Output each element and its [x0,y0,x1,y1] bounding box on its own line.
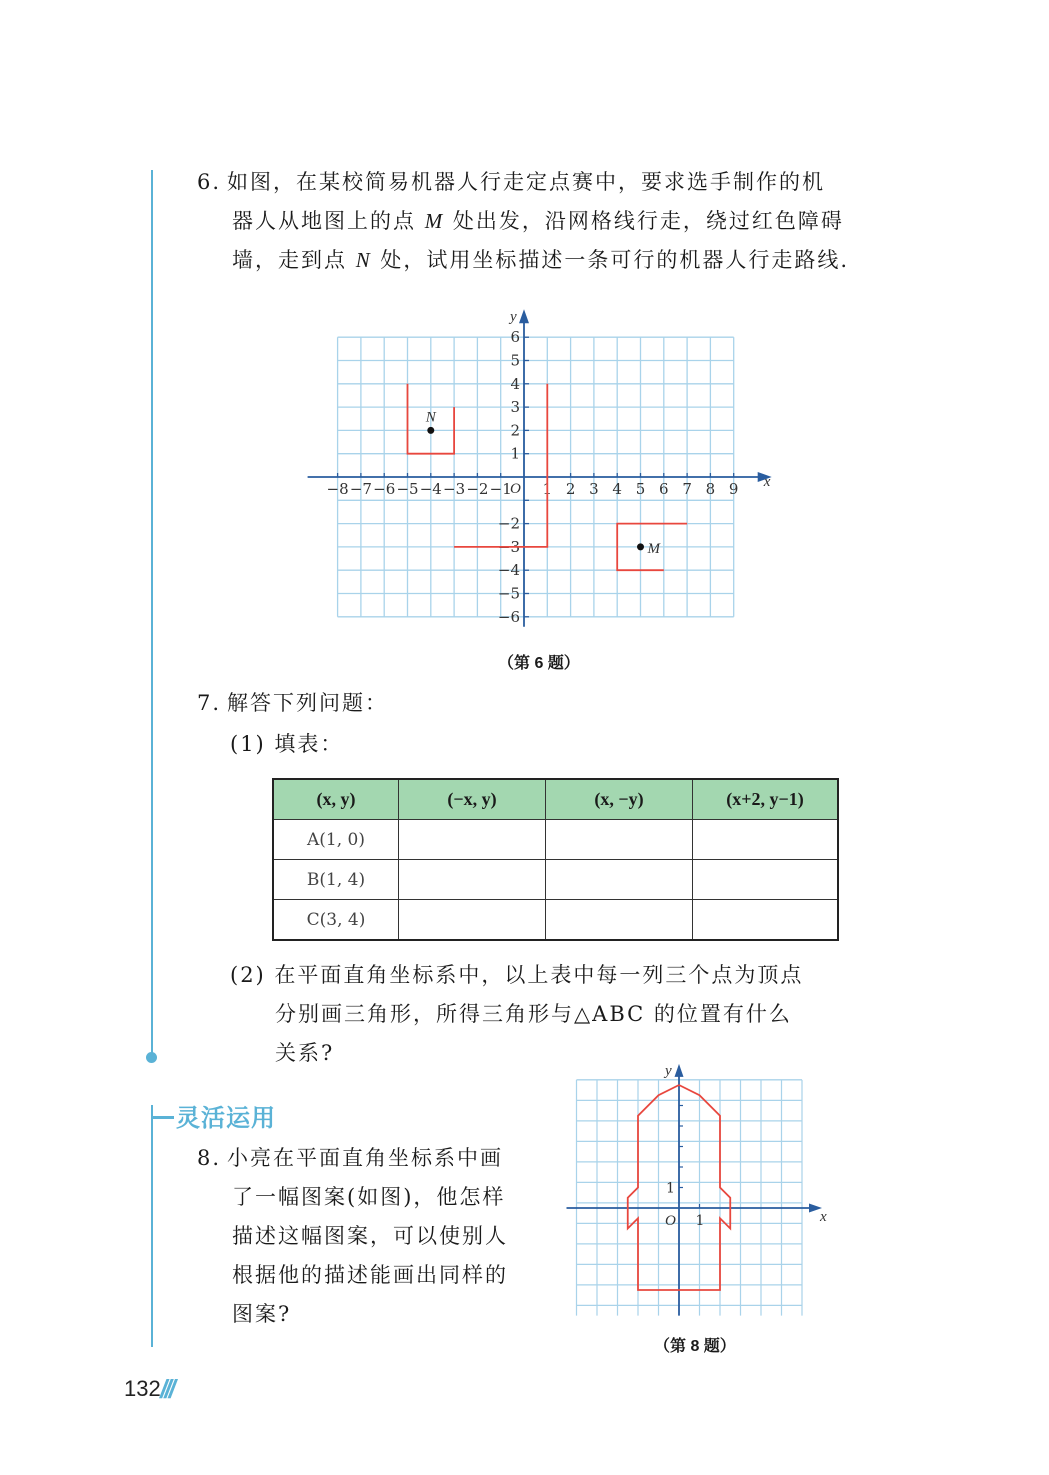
y-tick-label: −5 [497,584,520,603]
q6-var-n: N [355,248,372,272]
table-header: (x, −y) [546,779,693,820]
section-title-text: 灵活运用 [176,1105,276,1132]
origin-label: O [510,481,521,497]
x-axis-label: x [763,474,771,490]
coordinate-table [272,778,839,941]
y-tick-label: 3 [510,398,520,417]
x-tick-label: 1 [542,480,553,498]
q8-line: 了一幅图案(如图)，他怎样 [232,1185,506,1209]
x-tick-label: 7 [682,480,692,498]
section-title [152,1098,276,1133]
table-header: (x+2, y−1) [693,779,839,820]
origin-label: O [665,1213,676,1229]
table-cell-blank[interactable] [399,900,546,941]
q6-var-m: M [424,209,445,233]
y-tick-label: −3 [497,537,520,556]
x-tick-label: 3 [589,480,599,498]
q7-title: 解答下列问题： [227,691,389,715]
q6-line-2 [197,202,849,241]
table-row [273,820,838,860]
q7-number: 7. [197,691,222,715]
sidebar-accent-dot [146,1052,157,1063]
table-cell-blank[interactable] [693,860,839,900]
q6-text: 墙，走到点 [232,248,356,272]
x-tick-label: 8 [705,480,716,498]
q8-text: 小亮在平面直角坐标系中画 [227,1146,504,1170]
q6-text: 处，试用坐标描述一条可行的机器人行走路线. [371,248,850,272]
q7-part2-line: 分别画三角形，所得三角形与△ABC 的位置有什么 [275,1002,792,1026]
q6-text: 器人从地图上的点 [232,209,425,233]
q8-number: 8. [197,1146,222,1170]
section-title-dash [152,1116,174,1119]
x-tick-label: −3 [443,480,466,498]
question-7 [197,684,388,764]
q6-number: 6. [197,170,222,194]
figure-6-caption: （第 6 题） [498,655,580,672]
x-tick-label: 4 [612,480,622,498]
x-tick-label: −1 [489,480,512,498]
q8-line: 根据他的描述能画出同样的 [232,1263,508,1287]
y-tick-label: 2 [510,421,520,440]
x-tick-label: −8 [326,480,349,498]
point-n [427,427,434,434]
y-axis-label: y [510,309,517,326]
q6-text: 如图，在某校简易机器人行走定点赛中，要求选手制作的机 [227,170,826,194]
q6-line-1 [197,163,849,202]
table-cell-point: C(3, 4) [273,900,399,941]
q6-line-3 [197,241,849,280]
q6-text: 处出发，沿网格线行走，绕过红色障碍 [444,209,844,233]
table-cell-blank[interactable] [546,860,693,900]
figure-8-caption: （第 8 题） [654,1338,736,1355]
table-cell-blank[interactable] [399,820,546,860]
point-label: N [425,409,436,426]
question-6 [197,163,849,280]
table-cell-point: B(1, 4) [273,860,399,900]
q7-line-title [197,684,388,723]
y-tick-label: 5 [510,351,520,370]
question-8 [197,1139,508,1334]
y-axis-arrow [519,309,529,323]
grid-lines [577,1080,803,1316]
page-number: 132 [124,1376,161,1401]
sidebar-accent-line [151,170,153,1055]
y-tick-label: 6 [510,328,520,347]
table-cell-blank[interactable] [693,820,839,860]
y-tick-label: 4 [510,374,520,393]
q7-part2-line: (2) 在平面直角坐标系中，以上表中每一列三个点为顶点 [230,963,804,987]
point-label: M [647,540,660,557]
q7-part2-line: 关系? [275,1041,335,1065]
table-header: (−x, y) [399,779,546,820]
q8-line [197,1139,508,1178]
y-tick-label: −4 [497,561,520,580]
table-row [273,860,838,900]
x-tick-label: −6 [373,480,396,498]
x-tick-label: 9 [728,480,739,498]
q8-line: 描述这幅图案，可以使别人 [232,1224,508,1248]
q7-part1: (1) 填表： [230,732,344,756]
table-cell-blank[interactable] [546,820,693,860]
table-header: (x, y) [273,779,399,820]
page-number-marks: /// [160,1374,173,1404]
sidebar-accent-line-lower [151,1105,153,1347]
question-7-part-2 [230,956,803,1073]
y-tick-label: −6 [497,607,520,626]
point-m [637,543,644,550]
table-cell-blank[interactable] [693,900,839,941]
y-axis-arrow [675,1064,684,1077]
x-tick-label: 5 [635,480,646,498]
table-row [273,900,838,941]
table-cell-blank[interactable] [399,860,546,900]
table-cell-point: A(1, 0) [273,820,399,860]
y-tick-label: −2 [497,514,520,533]
x-axis-label: x [820,1209,827,1225]
figure-6-coordinate-grid [300,290,790,635]
y-axis-label: y [665,1062,672,1079]
y-tick-label: 1 [666,1180,675,1197]
x-tick-label: 6 [659,480,669,498]
x-tick-label: 1 [695,1213,705,1229]
x-tick-label: −2 [466,480,489,498]
x-tick-label: −4 [419,480,442,498]
x-tick-label: −7 [349,480,372,498]
x-tick-label: −5 [396,480,419,498]
figure-8-pattern-grid [560,1058,830,1318]
y-tick-label: 1 [510,444,520,463]
q8-line: 图案? [232,1302,292,1326]
table-cell-blank[interactable] [546,900,693,941]
x-tick-label: 2 [565,480,576,498]
